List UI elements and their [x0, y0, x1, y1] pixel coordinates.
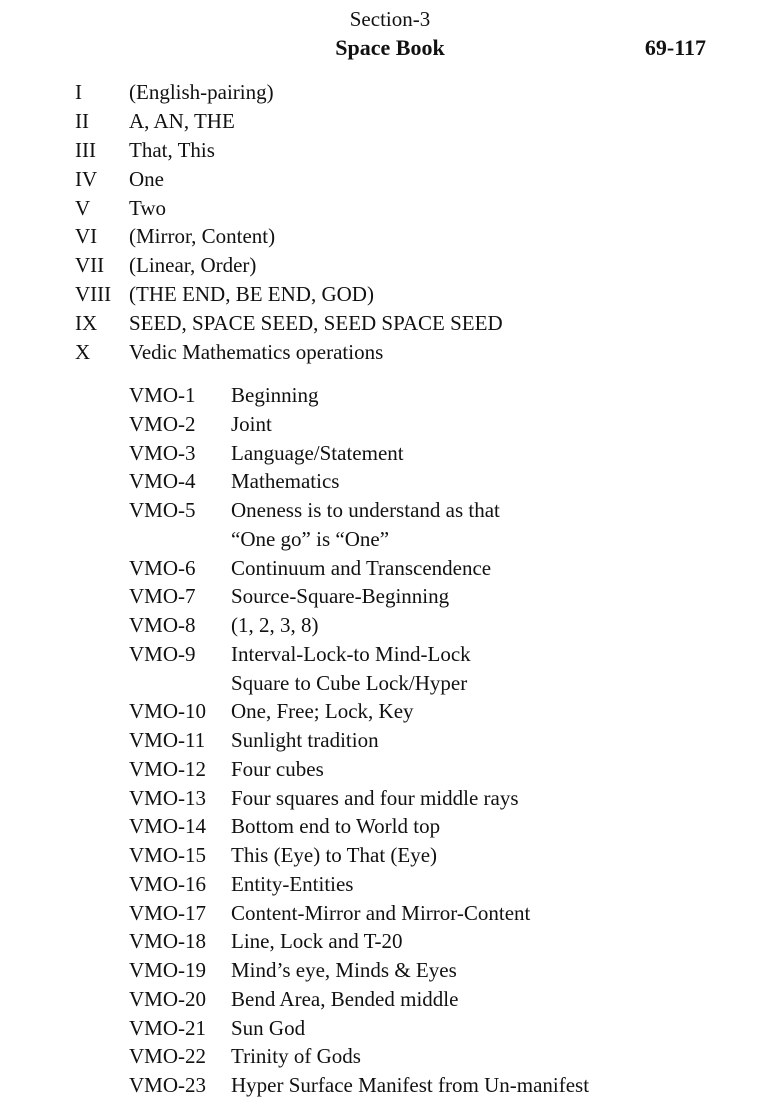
vmo-item-text: One, Free; Lock, Key [231, 699, 414, 724]
list-item [75, 222, 755, 251]
vmo-code: VMO-3 [129, 440, 196, 465]
list-item [129, 640, 769, 669]
vmo-item-text: Sun God [231, 1015, 306, 1040]
header-row [0, 33, 780, 63]
vmo-item-text: Source-Square-Beginning [231, 584, 450, 609]
vmo-item-text: Language/Statement [231, 440, 404, 465]
vmo-item-text: Four cubes [231, 756, 324, 781]
roman-item-text: (Mirror, Content) [129, 224, 276, 249]
vmo-item-text: Content-Mirror and Mirror-Content [231, 900, 531, 925]
vmo-list [129, 381, 769, 1100]
roman-numeral: VI [75, 224, 98, 249]
list-item [129, 582, 769, 611]
vmo-item-text: Joint [231, 411, 272, 436]
list-item [129, 812, 769, 841]
list-item [129, 410, 769, 439]
vmo-item-text: Four squares and four middle rays [231, 785, 519, 810]
list-item [129, 784, 769, 813]
section-label: Section-3 [349, 7, 431, 31]
vmo-item-text: Hyper Surface Manifest from Un-manifest [231, 1073, 590, 1097]
vmo-code: VMO-18 [129, 929, 206, 954]
vmo-code: VMO-14 [129, 814, 206, 839]
list-item [129, 496, 769, 525]
vmo-code: VMO-9 [129, 641, 196, 666]
vmo-code: VMO-21 [129, 1015, 206, 1040]
vmo-code: VMO-10 [129, 699, 206, 724]
list-item [129, 956, 769, 985]
list-item [129, 697, 769, 726]
list-item [75, 338, 755, 367]
vmo-code: VMO-13 [129, 785, 206, 810]
list-item [75, 194, 755, 223]
vmo-code: VMO-11 [129, 728, 206, 752]
roman-item-text: Two [129, 195, 167, 220]
vmo-item-text: Continuum and Transcendence [231, 555, 492, 580]
list-item [129, 927, 769, 956]
roman-numeral: II [75, 108, 89, 133]
list-item [129, 985, 769, 1014]
roman-numeral: I [75, 80, 82, 104]
list-item [75, 165, 755, 194]
roman-item-text: That, This [129, 137, 215, 162]
vmo-item-text: Trinity of Gods [231, 1044, 361, 1069]
vmo-item-text: Sunlight tradition [231, 728, 379, 752]
vmo-item-text: Bottom end to World top [231, 814, 441, 839]
roman-numeral: IX [75, 311, 98, 336]
vmo-code: VMO-19 [129, 958, 206, 982]
roman-numeral: V [75, 195, 91, 220]
list-item [75, 251, 755, 280]
vmo-item-text: Bend Area, Bended middle [231, 986, 459, 1011]
roman-item-text: Vedic Mathematics operations [129, 340, 384, 365]
vmo-item-text: This (Eye) to That (Eye) [231, 843, 438, 867]
vmo-item-text: Square to Cube Lock/Hyper [231, 670, 468, 695]
vmo-code: VMO-20 [129, 986, 206, 1011]
roman-item-text: A, AN, THE [129, 108, 235, 133]
vmo-code: VMO-8 [129, 613, 196, 637]
vmo-item-text: Mathematics [231, 469, 340, 494]
vmo-code: VMO-7 [129, 584, 196, 609]
roman-numeral: IV [75, 166, 98, 191]
vmo-code: VMO-16 [129, 871, 206, 896]
list-item [75, 136, 755, 165]
roman-item-text: (Linear, Order) [129, 253, 257, 278]
list-item [129, 899, 769, 928]
list-item [129, 525, 769, 554]
list-item [129, 554, 769, 583]
list-item [75, 309, 755, 338]
list-item [129, 1042, 769, 1071]
list-item [129, 841, 769, 870]
vmo-code: VMO-12 [129, 756, 206, 781]
roman-item-text: (English-pairing) [129, 80, 274, 104]
vmo-code: VMO-23 [129, 1073, 206, 1097]
vmo-code: VMO-2 [129, 411, 196, 436]
list-item [129, 381, 769, 410]
list-item [129, 755, 769, 784]
vmo-code: VMO-6 [129, 555, 196, 580]
roman-item-text: SEED, SPACE SEED, SEED SPACE SEED [129, 311, 503, 336]
vmo-code [129, 669, 231, 698]
vmo-item-text: Mind’s eye, Minds & Eyes [231, 958, 457, 982]
vmo-code: VMO-17 [129, 900, 206, 925]
roman-list [75, 78, 755, 367]
list-item [75, 280, 755, 309]
vmo-code: VMO-4 [129, 469, 196, 494]
roman-item-text: One [129, 166, 164, 191]
vmo-code [129, 525, 231, 554]
roman-numeral: X [75, 340, 91, 365]
vmo-code: VMO-15 [129, 843, 206, 867]
list-item [129, 467, 769, 496]
list-item [129, 439, 769, 468]
page-range: 69-117 [644, 35, 706, 60]
vmo-item-text: Interval-Lock-to Mind-Lock [231, 641, 471, 666]
roman-numeral: VII [75, 253, 105, 278]
vmo-item-text: “One go” is “One” [231, 526, 390, 551]
roman-numeral: III [75, 137, 96, 162]
list-item [75, 107, 755, 136]
list-item [75, 78, 755, 107]
list-item [129, 1014, 769, 1043]
vmo-item-text: Entity-Entities [231, 871, 354, 896]
list-item [129, 1071, 769, 1100]
vmo-item-text: (1, 2, 3, 8) [231, 613, 319, 637]
vmo-code: VMO-5 [129, 498, 196, 522]
vmo-item-text: Oneness is to understand as that [231, 498, 500, 522]
book-title: Space Book [335, 35, 445, 60]
list-item [129, 870, 769, 899]
vmo-item-text: Beginning [231, 383, 319, 407]
vmo-code: VMO-1 [129, 383, 196, 407]
vmo-item-text: Line, Lock and T-20 [231, 929, 403, 954]
roman-numeral: VIII [75, 282, 112, 307]
list-item [129, 726, 769, 755]
list-item [129, 611, 769, 640]
list-item [129, 669, 769, 698]
roman-item-text: (THE END, BE END, GOD) [129, 282, 374, 307]
vmo-code: VMO-22 [129, 1044, 206, 1069]
